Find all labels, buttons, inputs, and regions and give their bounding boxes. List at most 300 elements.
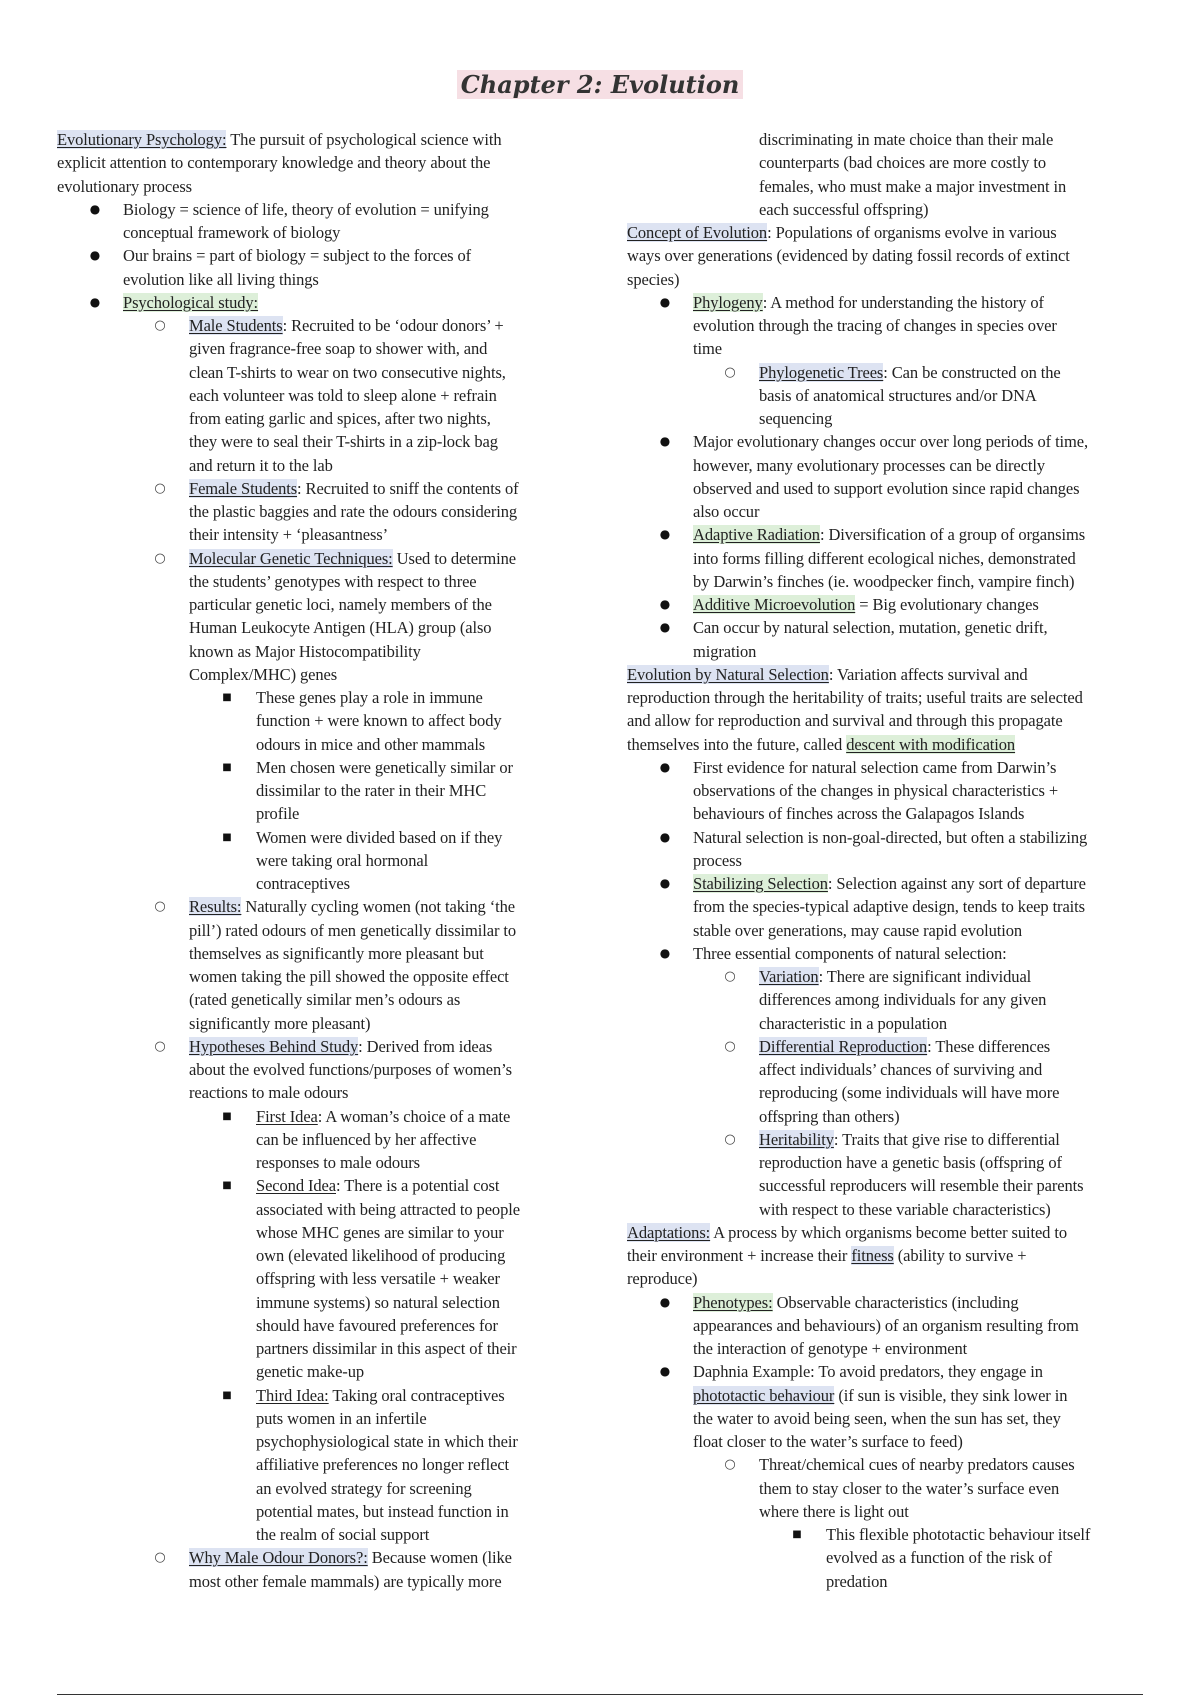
key-term: Phenotypes:	[693, 1292, 773, 1312]
term-definition: : There are significant individual	[818, 967, 1032, 986]
list-bullet: ■	[222, 1180, 232, 1192]
term-definition: : Can be constructed on the	[883, 362, 1061, 382]
text-line	[759, 1012, 947, 1035]
line-text: most other female mammals) are typically more	[189, 1571, 502, 1591]
term-definition: : A woman’s choice of a mate	[317, 1106, 511, 1126]
term-definition: The pursuit of psychological science with	[226, 130, 502, 149]
line-text: ways over generations (evidenced by dating fossil records of extinct	[627, 246, 1070, 266]
line-text: themselves as significantly more pleasant but	[189, 943, 484, 963]
text-line	[189, 454, 333, 477]
text-line	[693, 756, 1056, 779]
text-line	[693, 430, 1088, 453]
list-bullet: ●	[659, 945, 671, 960]
line-text: profile	[256, 804, 300, 824]
line-text: This flexible phototactic behaviour itself	[826, 1525, 1091, 1544]
term-definition: : Derived from ideas	[358, 1036, 493, 1056]
line-text: the plastic baggies and rate the odours considering	[189, 502, 518, 521]
text-line	[256, 1198, 520, 1221]
text-line	[189, 430, 498, 453]
line-text: time	[693, 339, 722, 359]
line-text: puts women in an infertile	[256, 1408, 427, 1428]
term-definition: A process by which organisms become better suited to	[710, 1222, 1067, 1242]
list-bullet: ○	[154, 550, 166, 566]
term-definition: : Recruited to be ‘odour donors’ +	[282, 316, 504, 335]
text-line	[256, 686, 483, 709]
text-line	[693, 942, 1007, 965]
key-term: Phylogeny	[693, 292, 763, 312]
line-text: basis of anatomical structures and/or DNA	[759, 385, 1037, 405]
text-line	[693, 570, 1074, 593]
text-line	[189, 337, 487, 360]
text-line	[759, 1105, 899, 1128]
text-line	[693, 779, 1058, 802]
text-line	[693, 477, 1079, 500]
text-line	[693, 291, 1044, 314]
line-text: successful reproducers will resemble their parents	[759, 1176, 1084, 1196]
key-term: Additive Microevolution	[693, 595, 856, 614]
text-line	[189, 616, 491, 639]
page-footer-rule	[57, 1694, 1143, 1695]
key-term: phototactic behaviour	[693, 1385, 835, 1405]
text-line	[189, 407, 491, 430]
line-text: their intensity + ‘pleasantness’	[189, 525, 389, 545]
text-line	[256, 1407, 427, 1430]
term-definition: : These differences	[927, 1036, 1051, 1056]
text-line	[826, 1570, 887, 1593]
text-line	[759, 988, 1046, 1011]
line-text: observations of the changes in physical characteristics +	[693, 781, 1059, 800]
list-bullet: ●	[659, 597, 671, 611]
term-definition: : A method for understanding the history of	[762, 292, 1044, 312]
text-line	[189, 361, 506, 384]
text-line	[189, 895, 515, 918]
list-bullet: ■	[792, 1529, 802, 1540]
key-term: Stabilizing Selection	[693, 874, 828, 893]
line-text: Three essential components of natural selection:	[693, 943, 1007, 963]
text-line	[189, 384, 497, 407]
line-text: where there is light out	[759, 1501, 909, 1521]
text-line	[256, 1500, 509, 1523]
text-line	[693, 895, 1085, 918]
text-line	[256, 802, 299, 825]
key-term: Hypotheses Behind Study	[189, 1036, 359, 1056]
line-text: the realm of social support	[256, 1525, 430, 1544]
line-text: pill’) rated odours of men genetically dissimilar to	[189, 920, 517, 940]
line-text: migration	[693, 641, 757, 661]
term-definition: : Diversification of a group of organsims	[819, 525, 1086, 545]
line-text: genetic make-up	[256, 1362, 364, 1382]
line-text: These genes play a role in immune	[256, 688, 483, 707]
list-bullet: ■	[222, 692, 232, 703]
line-text: however, many evolutionary processes can be directly	[693, 455, 1045, 475]
key-term: Third Idea:	[256, 1385, 329, 1405]
line-text: Major evolutionary changes occur over long periods of time,	[693, 432, 1089, 452]
line-text: (rated genetically similar men’s odours as	[189, 990, 461, 1010]
text-line	[759, 965, 1031, 988]
text-line	[256, 1453, 509, 1476]
text-line	[759, 1477, 1059, 1500]
text-line	[189, 314, 504, 337]
list-bullet: ○	[154, 1550, 166, 1566]
line-text: offspring with less versatile + weaker	[256, 1269, 500, 1289]
text-line	[627, 733, 1015, 756]
list-bullet: ●	[89, 248, 101, 263]
key-term: Why Male Odour Donors?:	[189, 1548, 368, 1568]
line-text: affiliative preferences no longer reflect	[256, 1455, 510, 1475]
list-bullet: ●	[659, 1364, 671, 1379]
list-bullet: ■	[222, 1110, 232, 1122]
list-bullet: ●	[89, 201, 101, 216]
text-line	[759, 407, 832, 430]
text-line	[627, 1244, 1026, 1267]
line-text: contraceptives	[256, 874, 350, 893]
line-text: them to stay closer to the water’s surface even	[759, 1478, 1060, 1498]
text-line	[759, 1500, 909, 1523]
text-line	[256, 1314, 498, 1337]
text-line	[57, 151, 490, 174]
line-text: about the evolved functions/purposes of women’s	[189, 1060, 512, 1079]
line-text: conceptual framework of biology	[123, 223, 341, 242]
text-line	[256, 1244, 505, 1267]
text-line	[627, 686, 1083, 709]
text-line	[256, 1174, 499, 1197]
text-line	[57, 175, 192, 198]
key-term: Female Students	[189, 478, 298, 498]
term-definition: Used to determine	[392, 548, 516, 568]
text-line	[693, 1360, 1043, 1383]
text-line	[189, 547, 516, 570]
list-bullet: ■	[222, 1389, 232, 1401]
text-line	[693, 1337, 967, 1360]
term-definition: : Variation affects survival and	[828, 664, 1028, 684]
term-definition: Naturally cycling women (not taking ‘the	[241, 897, 515, 917]
text-line	[123, 221, 340, 244]
line-text: observed and used to support evolution since rapid changes	[693, 478, 1080, 498]
key-term: Differential Reproduction	[759, 1036, 928, 1056]
list-bullet: ●	[659, 759, 671, 774]
text-line	[826, 1523, 1090, 1546]
term-definition: Observable characteristics (including	[772, 1292, 1019, 1312]
text-line	[759, 384, 1037, 407]
key-term: Male Students	[189, 316, 283, 335]
line-text: clean T-shirts to wear on two consecutive nights,	[189, 362, 506, 382]
line-text: whose MHC genes are similar to your	[256, 1222, 504, 1242]
text-line	[189, 942, 484, 965]
line-text: offspring than others)	[759, 1106, 900, 1126]
line-text: explicit attention to contemporary knowledge and theory about the	[57, 153, 491, 173]
line-text: evolution like all living things	[123, 269, 319, 289]
key-term: Evolution by Natural Selection	[627, 664, 829, 684]
text-line	[256, 709, 502, 732]
text-line	[256, 826, 502, 849]
text-line	[256, 872, 350, 895]
line-text: the water to avoid being seen, when the sun has set, they	[693, 1408, 1061, 1428]
line-text: can be influenced by her affective	[256, 1129, 477, 1149]
term-definition: (ability to survive +	[893, 1246, 1027, 1265]
text-line	[189, 593, 492, 616]
list-bullet: ■	[222, 761, 232, 773]
line-text: each volunteer was told to sleep alone + refrain	[189, 385, 497, 405]
line-text: the interaction of genotype + environment	[693, 1339, 968, 1358]
term-definition: : Selection against any sort of departure	[827, 874, 1086, 893]
text-line	[693, 314, 1057, 337]
term-definition: : Populations of organisms evolve in various	[767, 223, 1057, 242]
text-line	[693, 872, 1086, 895]
key-term: Concept of Evolution	[627, 223, 768, 242]
line-text: behaviours of finches across the Galapagos Islands	[693, 804, 1025, 824]
line-text: their environment + increase their	[627, 1246, 852, 1265]
text-line	[759, 151, 1046, 174]
text-line	[693, 1314, 1079, 1337]
chapter-heading: Chapter 2: Evolution	[457, 70, 744, 99]
text-line	[256, 1430, 518, 1453]
text-line	[693, 826, 1087, 849]
line-text: Can occur by natural selection, mutation, genetic drift,	[693, 618, 1048, 638]
line-text: float closer to the water’s surface to feed)	[693, 1432, 963, 1451]
text-line	[189, 1081, 348, 1104]
text-line	[693, 849, 742, 872]
line-text: given fragrance-free soap to shower with, and	[189, 339, 488, 359]
text-line	[627, 1267, 697, 1290]
line-text: into forms filling different ecological niches, demonstrated	[693, 548, 1076, 568]
text-line	[693, 1291, 1018, 1314]
key-term: Molecular Genetic Techniques:	[189, 548, 393, 568]
line-text: the students’ genotypes with respect to three	[189, 571, 477, 591]
text-line	[256, 779, 486, 802]
text-line	[759, 1198, 1051, 1221]
text-line	[693, 454, 1045, 477]
line-text: associated with being attracted to people	[256, 1199, 520, 1219]
line-text: themselves into the future, called	[627, 734, 847, 754]
key-term: Psychological study:	[123, 292, 259, 312]
text-line	[759, 198, 928, 221]
list-bullet: ●	[659, 1294, 671, 1309]
text-line	[189, 1058, 512, 1081]
list-bullet: ○	[154, 1038, 166, 1054]
line-text: predation	[826, 1571, 888, 1591]
key-term: First Idea	[256, 1106, 318, 1126]
line-text: First evidence for natural selection came from Darwin’s	[693, 757, 1057, 777]
text-line	[57, 128, 501, 151]
term-definition: : There is a potential cost	[336, 1176, 500, 1196]
text-line	[693, 500, 759, 523]
text-line	[123, 198, 489, 221]
text-line	[189, 965, 509, 988]
key-term: Adaptations:	[627, 1222, 711, 1242]
term-definition: Taking oral contraceptives	[328, 1385, 505, 1405]
text-line	[189, 1035, 492, 1058]
line-text: they were to seal their T-shirts in a zip-lock bag	[189, 432, 498, 452]
text-line	[627, 244, 1070, 267]
text-line	[759, 1453, 1075, 1476]
text-line	[123, 244, 471, 267]
list-bullet: ●	[659, 294, 671, 309]
list-bullet: ●	[659, 876, 671, 890]
text-line	[693, 593, 1039, 616]
text-line	[759, 128, 1053, 151]
text-line	[256, 849, 428, 872]
text-line	[189, 663, 337, 686]
line-text: Natural selection is non-goal-directed, but often a stabilizing	[693, 827, 1088, 847]
text-line	[256, 1151, 420, 1174]
list-bullet: ○	[724, 364, 736, 380]
text-line	[693, 802, 1024, 825]
text-line	[256, 1523, 429, 1546]
line-text: counterparts (bad choices are more costly to	[759, 153, 1046, 173]
line-text: evolution through the tracing of changes in species over	[693, 316, 1057, 335]
line-text: reproduce)	[627, 1269, 698, 1289]
list-bullet: ○	[724, 969, 736, 984]
line-text: from eating garlic and spices, after two nights,	[189, 409, 491, 428]
key-term: Phylogenetic Trees	[759, 362, 884, 382]
line-text: Complex/MHC) genes	[189, 664, 338, 684]
text-line	[826, 1546, 1052, 1569]
text-line	[189, 1570, 502, 1593]
list-bullet: ●	[659, 620, 671, 635]
line-text: Biology = science of life, theory of evolution = unifying	[123, 199, 489, 219]
line-text: also occur	[693, 502, 760, 521]
line-text: Daphnia Example: To avoid predators, they engage in	[693, 1362, 1043, 1382]
list-bullet: ○	[724, 1131, 736, 1147]
line-text: an evolved strategy for screening	[256, 1478, 472, 1498]
text-line	[189, 477, 519, 500]
line-text: characteristic in a population	[759, 1013, 948, 1033]
text-line	[256, 1267, 500, 1290]
text-line	[189, 1012, 370, 1035]
text-line	[189, 523, 388, 546]
text-line	[256, 1384, 505, 1407]
text-line	[693, 1430, 963, 1453]
key-term: Evolutionary Psychology:	[57, 130, 227, 149]
key-term: Second Idea	[256, 1176, 336, 1196]
text-line	[189, 919, 516, 942]
text-line	[189, 988, 460, 1011]
line-text: significantly more pleasant)	[189, 1013, 371, 1033]
text-line	[123, 268, 319, 291]
list-bullet: ○	[154, 480, 166, 496]
line-text: Women were divided based on if they	[256, 827, 503, 847]
text-line	[759, 1174, 1083, 1197]
text-line	[627, 268, 679, 291]
text-line	[256, 1477, 472, 1500]
text-line	[627, 221, 1057, 244]
line-text: psychophysiological state in which their	[256, 1432, 518, 1451]
line-text: Men chosen were genetically similar or	[256, 757, 513, 777]
list-bullet: ●	[659, 527, 671, 542]
text-line	[693, 1407, 1061, 1430]
line-text: and allow for reproduction and survival and through this propagate	[627, 711, 1063, 731]
line-text: evolved as a function of the risk of	[826, 1548, 1052, 1568]
key-term: Adaptive Radiation	[693, 525, 820, 545]
line-text: partners dissimilar in this aspect of their	[256, 1339, 517, 1358]
text-line	[256, 1360, 364, 1383]
line-text: stable over generations, may cause rapid evolution	[693, 920, 1023, 940]
term-definition: (if sun is visible, they sink lower in	[834, 1385, 1068, 1405]
line-text: discriminating in mate choice than their male	[759, 130, 1054, 149]
key-term: fitness	[851, 1246, 894, 1265]
text-line	[627, 663, 1028, 686]
list-bullet: ○	[724, 1038, 736, 1054]
line-text: process	[693, 850, 742, 870]
line-text: reproduction have a genetic basis (offspring of	[759, 1153, 1062, 1172]
line-text: reproduction through the heritability of traits; useful traits are selected	[627, 688, 1083, 707]
line-text: known as Major Histocompatibility	[189, 641, 421, 661]
line-text: were taking oral hormonal	[256, 850, 429, 870]
line-text: odours in mice and other mammals	[256, 734, 486, 754]
list-bullet: ●	[89, 294, 101, 309]
text-line	[759, 1151, 1062, 1174]
text-line	[256, 1291, 500, 1314]
list-bullet: ■	[222, 831, 232, 843]
text-line	[256, 1105, 510, 1128]
key-term: descent with modification	[846, 734, 1016, 754]
line-text: evolutionary process	[57, 176, 193, 196]
key-term: Variation	[759, 967, 819, 986]
term-definition: : Recruited to sniff the contents of	[297, 478, 519, 498]
list-bullet: ●	[659, 829, 671, 844]
text-line	[627, 1221, 1067, 1244]
term-definition: = Big evolutionary changes	[855, 595, 1039, 614]
text-line	[693, 919, 1022, 942]
line-text: function + were known to affect body	[256, 711, 502, 731]
line-text: with respect to these variable characteristics)	[759, 1199, 1051, 1219]
list-bullet: ●	[659, 434, 671, 449]
text-line	[759, 1058, 1042, 1081]
text-line	[693, 1384, 1067, 1407]
text-line	[256, 1221, 504, 1244]
text-line	[759, 1081, 1059, 1104]
text-line	[189, 500, 517, 523]
line-text: females, who must make a major investment in	[759, 176, 1067, 196]
line-text: dissimilar to the rater in their MHC	[256, 781, 487, 800]
line-text: from the species-typical adaptive design, tends to keep traits	[693, 897, 1085, 917]
line-text: and return it to the lab	[189, 455, 333, 475]
line-text: own (elevated likelihood of producing	[256, 1246, 506, 1265]
text-line	[759, 361, 1061, 384]
text-line	[627, 709, 1063, 732]
list-bullet: ○	[154, 899, 166, 915]
line-text: differences among individuals for any given	[759, 990, 1047, 1010]
line-text: each successful offspring)	[759, 199, 929, 219]
line-text: immune systems) so natural selection	[256, 1292, 500, 1312]
text-line	[256, 733, 485, 756]
text-line	[123, 291, 258, 314]
line-text: reactions to male odours	[189, 1083, 349, 1103]
line-text: Our brains = part of biology = subject to the forces of	[123, 246, 472, 266]
term-definition: Because women (like	[367, 1548, 512, 1568]
text-line	[256, 1128, 476, 1151]
text-line	[189, 640, 421, 663]
line-text: reproducing (some individuals will have more	[759, 1083, 1060, 1103]
list-bullet: ○	[154, 318, 166, 333]
line-text: particular genetic loci, namely members of the	[189, 595, 492, 614]
text-line	[759, 1128, 1060, 1151]
line-text: Human Leukocyte Antigen (HLA) group (also	[189, 618, 492, 638]
line-text: by Darwin’s finches (ie. woodpecker finch, vampire finch)	[693, 571, 1075, 591]
text-line	[759, 1035, 1050, 1058]
text-line	[693, 547, 1076, 570]
line-text: sequencing	[759, 409, 833, 428]
list-bullet: ○	[724, 1457, 736, 1473]
line-text: should have favoured preferences for	[256, 1315, 498, 1335]
term-definition: : Traits that give rise to differential	[833, 1129, 1060, 1149]
text-line	[693, 337, 722, 360]
line-text: potential mates, but instead function in	[256, 1501, 509, 1521]
key-term: Results:	[189, 897, 242, 917]
text-line	[693, 523, 1085, 546]
key-term: Heritability	[759, 1129, 834, 1149]
document-title	[0, 70, 1200, 104]
